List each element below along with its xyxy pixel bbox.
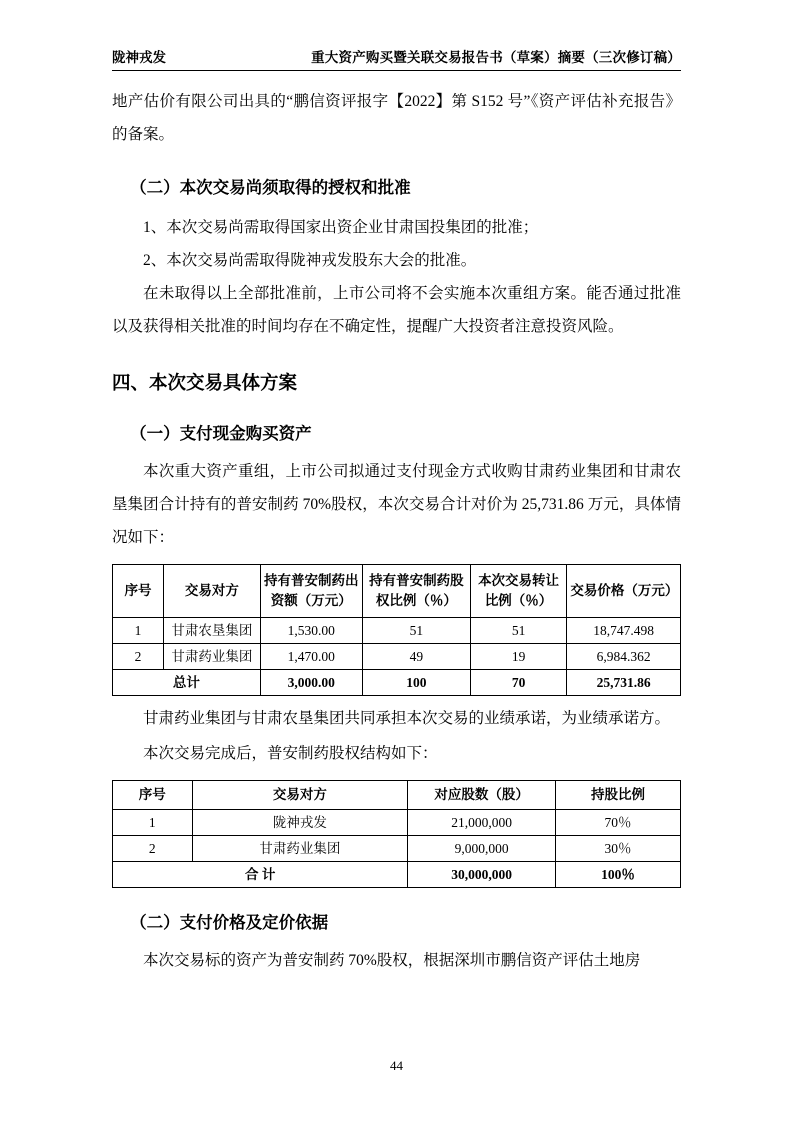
table-row [113,644,681,670]
table-cell: 1,470.00 [260,644,362,670]
heading-pricing-basis: （二）支付价格及定价依据 [130,913,329,932]
table-header-cell: 序号 [113,565,164,618]
table-header-row [113,781,681,810]
table-cell: 100％ [556,862,681,888]
table-header-cell: 持股比例 [556,781,681,810]
header-company: 陇神戎发 [112,50,166,65]
list-item: 1、本次交易尚需取得国家出资企业甘肃国投集团的批准； [143,219,539,236]
table-cell: 合 计 [113,862,408,888]
table-cell: 1 [113,618,164,644]
paragraph-risk-notice: 在未取得以上全部批准前，上市公司将不会实施本次重组方案。能否通过批准以及获得相关批准的时间均存在不确定性，提醒广大投资者注意投资风险。 [112,285,681,335]
table-total-row [113,862,681,888]
table-total-row [113,670,681,696]
paragraph-pricing: 本次交易标的资产为普安制药 70%股权，根据深圳市鹏信资产评估土地房 [143,952,641,969]
table-cell: 51 [470,618,567,644]
table-cell: 21,000,000 [408,810,556,836]
table-cell: 25,731.86 [567,670,681,696]
table-header-cell: 交易对方 [192,781,408,810]
table-cell: 30％ [556,836,681,862]
table-header-cell: 交易对方 [164,565,261,618]
table-cell: 9,000,000 [408,836,556,862]
table-cell: 49 [362,644,470,670]
table-cell: 总计 [113,670,261,696]
page-content [112,46,681,979]
paragraph-equity-structure: 本次交易完成后，普安制药股权结构如下： [143,745,438,762]
table-header-cell: 持有普安制药出资额（万元） [260,565,362,618]
table-cell: 甘肃农垦集团 [164,618,261,644]
table-cell: 甘肃药业集团 [192,836,408,862]
header-title: 重大资产购买暨关联交易报告书（草案）摘要（三次修订稿） [311,50,681,65]
heading-authorizations: （二）本次交易尚须取得的授权和批准 [130,178,411,197]
table-header-cell: 交易价格（万元） [567,565,681,618]
table-cell: 18,747.498 [567,618,681,644]
table-cell: 6,984.362 [567,644,681,670]
table-cell: 30,000,000 [408,862,556,888]
table-header-cell: 序号 [113,781,193,810]
page-number: 44 [390,1058,403,1073]
table-cell: 甘肃药业集团 [164,644,261,670]
table-cell: 51 [362,618,470,644]
table-header-cell: 本次交易转让比例（％） [470,565,567,618]
header-divider [112,70,681,71]
list-item: 2、本次交易尚需取得陇神戎发股东大会的批准。 [143,252,477,269]
heading-cash-purchase: （一）支付现金购买资产 [130,424,312,443]
table-cell: 70％ [556,810,681,836]
table-cell: 70 [470,670,567,696]
table-header-cell: 对应股数（股） [408,781,556,810]
table-cell: 陇神戎发 [192,810,408,836]
table-cell: 2 [113,644,164,670]
heading-section-four: 四、本次交易具体方案 [112,374,298,394]
transaction-price-table [112,564,681,696]
table-row [113,618,681,644]
table-cell: 2 [113,836,193,862]
table-row [113,810,681,836]
paragraph-performance-commitment: 甘肃药业集团与甘肃农垦集团共同承担本次交易的业绩承诺，为业绩承诺方。 [143,710,671,727]
equity-structure-table [112,780,681,888]
table-cell: 19 [470,644,567,670]
table-header-cell: 持有普安制药股权比例（％） [362,565,470,618]
table-cell: 100 [362,670,470,696]
table-row [113,836,681,862]
table-header-row [113,565,681,618]
table-cell: 3,000.00 [260,670,362,696]
paragraph-scheme: 本次重大资产重组，上市公司拟通过支付现金方式收购甘肃药业集团和甘肃农垦集团合计持有的普安制药 70%股权，本次交易合计对价为 25,731.86 万元，具体情况如下： [112,463,681,546]
page-header [112,46,681,70]
table-cell: 1,530.00 [260,618,362,644]
table-cell: 1 [113,810,193,836]
paragraph-continued: 地产估价有限公司出具的“鹏信资评报字【2022】第 S152 号”《资产评估补充报告》的备案。 [112,93,681,143]
